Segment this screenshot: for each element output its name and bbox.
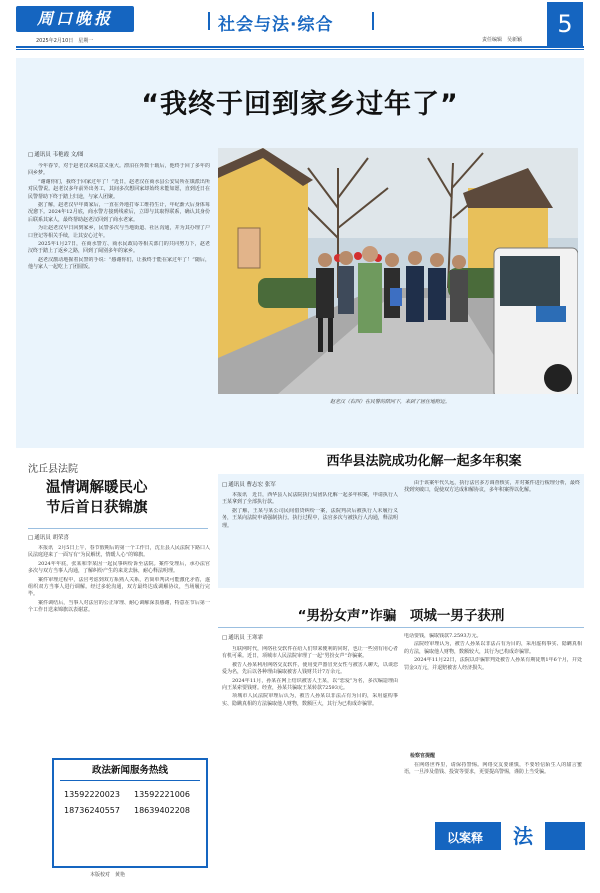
- paragraph: 2025年1月27日，在商水警方、商水民政局等相关部门的共同努力下，赵老汉终于踏上了返乡之路，回到了阔别多年的家乡。: [28, 241, 210, 255]
- story4-headline: “男扮女声”诈骗 项城一男子获刑: [297, 608, 505, 624]
- divider: [28, 528, 208, 529]
- story2-byline: □ 通讯员 胡荣喜: [28, 533, 69, 541]
- paragraph: 项城市人民法院审理后认为，被告人孙某以非法占有为目的，采用虚构事实、隐瞒真相的方法骗取他人财物，数额巨大，其行为已构成诈骗罪。: [222, 693, 398, 707]
- section-tag: [435, 822, 585, 850]
- story2-body: [28, 545, 210, 745]
- issue-date: 2025年2月10日 星期一: [36, 38, 94, 44]
- hotline-phone: 13592221006: [134, 790, 190, 799]
- paragraph: 2024年11月，孙某在网上结识被害人王某，以“恋爱”为名，多次编造理由向王某索要钱财。经查，孙某共骗取王某转款72593元。: [222, 677, 398, 692]
- hotline-phone: 18639402208: [134, 806, 190, 815]
- section-divider-left: [208, 12, 210, 30]
- lead-body: [28, 163, 210, 378]
- paragraph: 据了解，王某与某公司民间借贷纠纷一案，法院判决后被执行人未履行义务，王某向法院申请强制执行。执行过程中，法官多次与被执行人沟通，释法明理。: [222, 507, 398, 529]
- tag-highlight: 法: [501, 822, 545, 850]
- lead-headline: “我终于回到家乡过年了”: [141, 89, 459, 120]
- paragraph: 法院经审理认为，被告人孙某以非法占有为目的，采用虚构事实、隐瞒真相的方法，骗取他人财物，数额较大，其行为已构成诈骗罪。: [404, 641, 582, 655]
- responsible-editor: 责任编辑 吴新颖: [482, 37, 523, 43]
- headline-line-1: 温情调解暖民心: [46, 480, 148, 496]
- prosecutor-tip-title: 检察官提醒: [410, 753, 436, 759]
- paragraph: 电话要钱，骗取钱款7.2593万元。: [404, 633, 482, 639]
- section-title: 社会与法·综合: [218, 15, 334, 35]
- proofreader: 本版校对 黄艳: [90, 872, 126, 878]
- paragraph: 2024年年底，张某和李某因一起民事纠纷诉至法院。案件受理后，承办法官多次与双方当事人沟通，了解纠纷产生的来龙去脉，耐心释法明理。: [28, 560, 210, 575]
- photo-caption: 赵老汉（右四）在民警的陪同下，来到了居住地附近。: [330, 399, 451, 405]
- court-kicker: 沈丘县法院: [28, 464, 78, 475]
- page-number: 5: [547, 2, 583, 46]
- paragraph: 案件调结后，当事人对法官的公正审理、耐心调解深表感谢，特意在节后第一个工作日送来锦旗以表谢意。: [28, 599, 210, 614]
- paragraph: 赵老汉激动地握着民警的手说：“感谢你们，让我终于能在家过年了！”随后，他与家人一起吃上了团圆饭。: [28, 256, 210, 271]
- header-rule-thin: [16, 49, 584, 50]
- news-photo: [218, 148, 578, 394]
- paragraph: 为让赵老汉早日回到家乡，民警多次与当地街道、社区沟通，并为其办理了户口登记等相关手续，让其安心过年。: [28, 225, 210, 239]
- paragraph: 案件审理过程中，法官考虑到双方系熟人关系，若简单判决可能激化矛盾，遂组织双方当事人进行调解。经过多轮沟通，双方最终达成调解协议，当场履行完毕。: [28, 576, 210, 598]
- paragraph: “谢谢你们，我终于回家过年了！”近日，赵老汉在商水县公安局所在镇派出所对民警说。赵老汉多年前外出务工，其间多次想回家却始终未能如愿，直到近日在民警帮助下终于踏上归途，与家人团聚。: [28, 178, 210, 200]
- lead-byline: □ 通讯员 韦艳霞 文/图: [28, 150, 84, 158]
- paragraph: 由于该案年代久远，执行法官多方调查核实，并对案件进行梳理分析，最终找到突破口，促使双方达成和解协议，多年积案得以化解。: [404, 480, 580, 494]
- prosecutor-tip: [404, 762, 582, 818]
- hotline-title: 政法新闻服务热线: [91, 765, 168, 776]
- story3-byline: □ 通讯员 曹志宏 张军: [222, 480, 276, 488]
- paragraph: 在网络世界里，请保持警惕。网络交友要谨慎，不要轻信陌生人的甜言蜜语，一旦涉及借钱、投资等要求，更要提高警惕，谨防上当受骗。: [404, 762, 582, 776]
- paragraph: 本报讯 近日，西华县人民法院执行局团队化解一起多年积案，申请执行人王某拿到了全部执行款。: [222, 492, 398, 506]
- paragraph: 今年春节，对于赵老汉来说意义重大。漂泊在外数十载后，他终于回了多年的回乡梦。: [28, 163, 210, 177]
- paragraph: 被告人孙某利用网络交友软件，使用变声器冒充女性与被害人聊天，以谈恋爱为名，先后以各种理由骗取被害人钱财共计7万余元。: [222, 661, 398, 676]
- story4-byline: □ 通讯员 王寒霏: [222, 633, 263, 641]
- story3-body-col2: [404, 480, 580, 584]
- paragraph: 2024年11月22日，法院以诈骗罪判处被告人孙某有期徒刑1年6个月，并处罚金3万元，并退赔被害人经济损失。: [404, 657, 582, 671]
- header-rule: [16, 46, 584, 48]
- headline-line-2: 节后首日获锦旗: [46, 500, 148, 516]
- newspaper-logo: 周口晚报: [16, 6, 134, 32]
- story2-headline: [46, 478, 206, 518]
- paragraph: 互联网时代，网络社交软件在给人们带来便利的同时，也让一些别有用心者有机可乘。近日，项城市人民法院审理了一起“男扮女声”诈骗案。: [222, 646, 398, 660]
- story3-headline: 西华县法院成功化解一起多年积案: [326, 454, 522, 469]
- story3-body-col1: [222, 492, 398, 584]
- story4-body-col1: [222, 646, 398, 866]
- hotline-divider: [60, 780, 200, 781]
- paragraph: 本报讯 2月5日上午，春节假期后的第一个工作日，沈丘县人民法院卞路口人民法庭迎来了一面写有“为民解忧，情暖人心”的锦旗。: [28, 545, 210, 559]
- story4-body-col2: [404, 633, 582, 745]
- hotline-phone: 18736240557: [64, 806, 120, 815]
- tag-text: 以案释: [447, 831, 484, 845]
- hotline-phone: 13592220023: [64, 790, 120, 799]
- divider: [218, 627, 584, 628]
- section-divider-right: [372, 12, 374, 30]
- paragraph: 据了解，赵老汉早年离家后，一直在外地打零工维持生计，年纪渐大后身体每况愈下。2024年12月底，商水警方接到线索后，立即与其取得联系，确认其身份后联系其家人，最终帮助赵老汉回到了商水老家。: [28, 202, 210, 223]
